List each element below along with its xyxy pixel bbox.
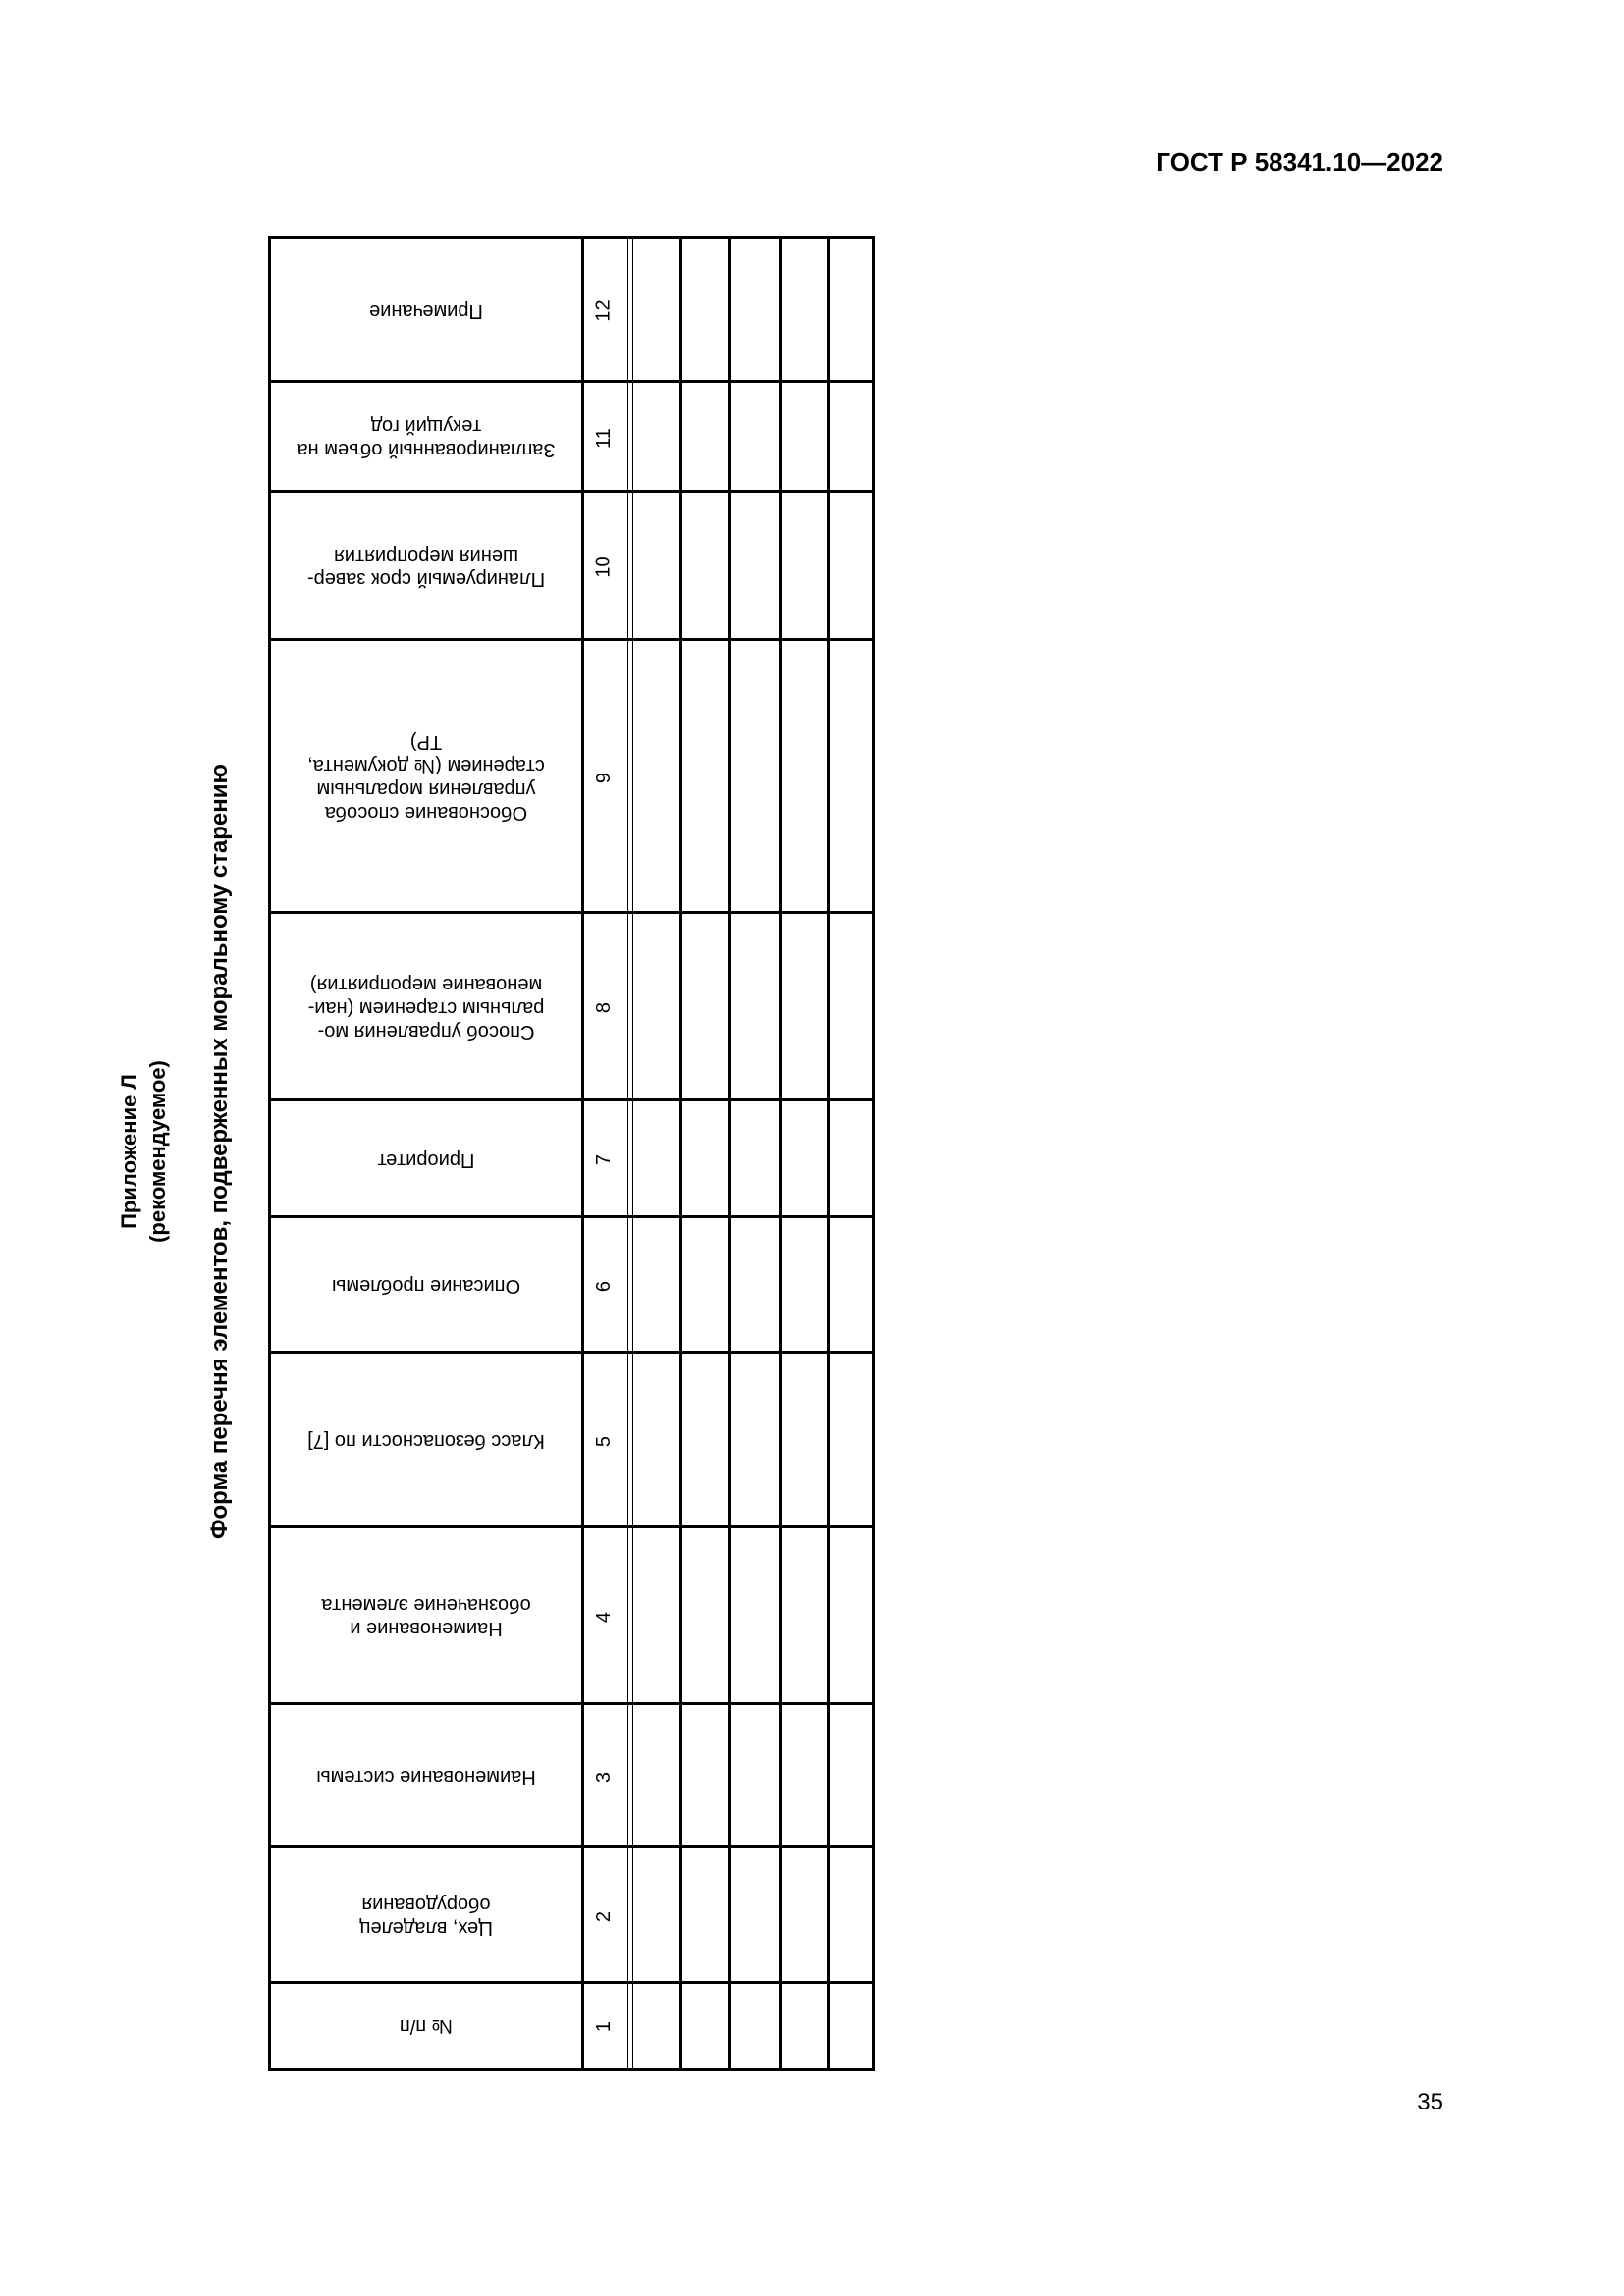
column-number: 12 [593,299,615,322]
column-number: 9 [593,772,615,783]
column-number: 1 [593,2020,615,2032]
column-header-cell [271,1354,581,1528]
column-header-text: Примечание [369,299,483,322]
column-header-text: Обоснование способа управления моральным старением (№ документа, ТР) [307,731,545,824]
column-header-text: Планируемый срок завер-шения мероприятия [306,544,546,590]
column-divider [627,239,628,2068]
column-divider [728,239,731,2068]
column-number-cell [581,1705,627,1848]
column-number-cell [581,1848,627,1984]
form-title: Форма перечня элементов, подверженных моральному старению [206,763,233,1540]
column-header-cell [271,1528,581,1705]
column-number: 11 [592,427,615,449]
column-number-cell [581,493,627,641]
column-header-cell [271,1101,581,1218]
column-number: 5 [593,1435,615,1447]
column-number-cell [581,1218,627,1354]
column-divider [827,239,830,2068]
column-number: 4 [593,1611,615,1623]
column-header-cell [271,1984,581,2068]
column-number: 3 [593,1771,615,1783]
column-divider [632,239,633,2068]
column-header-text: Способ управления мо-ральным старением (наи-менование мероприятия) [307,973,545,1042]
column-number: 2 [593,1910,615,1922]
column-number-cell [581,1354,627,1528]
column-number-cell [581,1984,627,2068]
column-number-cell [581,383,627,493]
column-divider [779,239,782,2068]
column-header-cell [271,641,581,914]
document-code: ГОСТ Р 58341.10—2022 [1156,147,1443,177]
appendix-title: Приложение Л [117,1074,141,1229]
column-number-cell [581,1528,627,1705]
column-header-text: Класс безопасности по [7] [307,1430,545,1452]
column-number: 6 [593,1280,615,1292]
column-header-text: Запланированный объем на текущий год [297,415,556,460]
column-number-cell [581,1101,627,1218]
column-divider [679,239,682,2068]
column-header-cell [271,914,581,1101]
column-number-cell [581,914,627,1101]
column-number: 7 [593,1153,615,1166]
column-header-cell [271,383,581,493]
column-header-cell [271,493,581,641]
column-number-cell [581,239,627,383]
appendix-status: (рекомендуемое) [145,1060,170,1243]
obsolescence-form-table [268,236,875,2071]
column-header-text: Приоритет [377,1148,475,1171]
column-header-text: № п/п [399,2015,454,2037]
column-header-text: Наименование и обозначение элемента [321,1594,531,1639]
column-header-cell [271,239,581,383]
column-divider [581,239,584,2068]
column-number: 10 [593,556,615,578]
column-number: 8 [593,1001,615,1014]
page-number: 35 [1417,2089,1443,2115]
column-header-cell [271,1218,581,1354]
column-header-text: Цех, владелец оборудования [359,1894,493,1939]
column-header-cell [271,1705,581,1848]
column-header-text: Наименование системы [316,1766,536,1788]
column-header-cell [271,1848,581,1984]
column-number-cell [581,641,627,914]
column-header-text: Описание проблемы [331,1275,521,1297]
